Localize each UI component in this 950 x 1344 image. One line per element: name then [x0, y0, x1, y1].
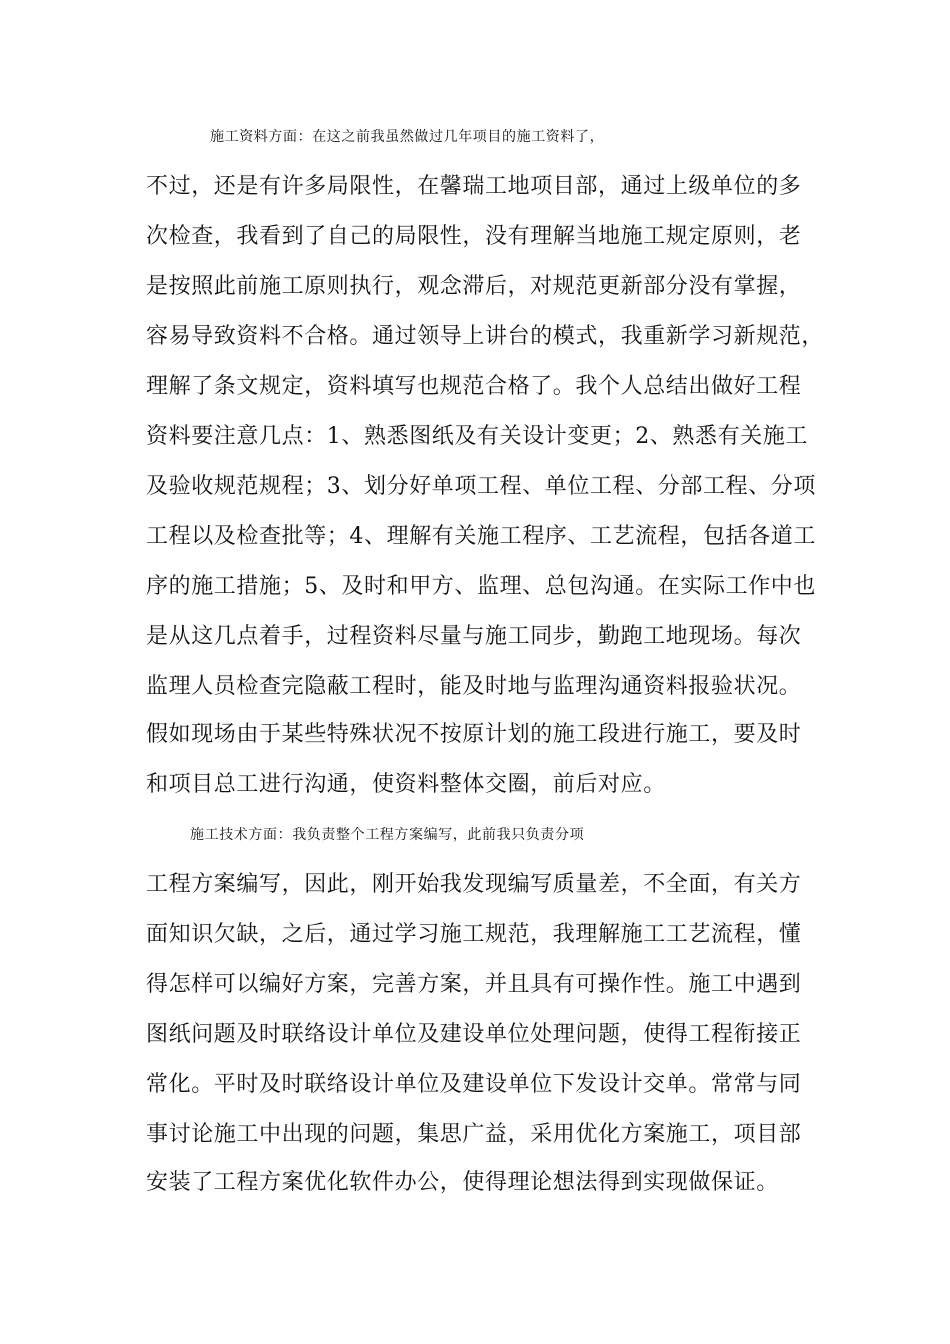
paragraph-line: 容易导致资料不合格。通过领导上讲台的模式，我重新学习新规范， — [146, 324, 825, 349]
paragraph-line: 和项目总工进行沟通，使资料整体交圈，前后对应。 — [146, 772, 666, 797]
paragraph-line: 理解了条文规定，资料填写也规范合格了。我个人总结出做好工程 — [146, 374, 802, 399]
paragraph-line: 图纸问题及时联络设计单位及建设单位处理问题，使得工程衔接正 — [146, 1022, 802, 1047]
paragraph-line: 安装了工程方案优化软件办公，使得理论想法得到实现做保证。 — [146, 1170, 779, 1195]
paragraph-line: 监理人员检查完隐蔽工程时，能及时地与监理沟通资料报验状况。 — [146, 674, 802, 699]
paragraph-line: 施工技术方面：我负责整个工程方案编写，此前我只负责分项 — [190, 827, 585, 843]
paragraph-line: 及验收规范规程；3、划分好单项工程、单位工程、分部工程、分项 — [146, 474, 816, 499]
paragraph-line: 序的施工措施；5、及时和甲方、监理、总包沟通。在实际工作中也 — [146, 574, 816, 599]
paragraph-line: 事讨论施工中出现的问题，集思广益，采用优化方案施工，项目部 — [146, 1122, 802, 1147]
paragraph-line: 是从这几点着手，过程资料尽量与施工同步，勤跑工地现场。每次 — [146, 624, 802, 649]
paragraph-line: 常化。平时及时联络设计单位及建设单位下发设计交单。常常与同 — [146, 1072, 802, 1097]
paragraph-line: 得怎样可以编好方案，完善方案，并且具有可操作性。施工中遇到 — [146, 972, 802, 997]
paragraph-line: 不过，还是有许多局限性，在馨瑞工地项目部，通过上级单位的多 — [146, 174, 802, 199]
paragraph-line: 工程以及检查批等；4、理解有关施工程序、工艺流程，包括各道工 — [146, 524, 816, 549]
paragraph-line: 施工资料方面：在这之前我虽然做过几年项目的施工资料了， — [210, 129, 605, 145]
paragraph-line: 面知识欠缺，之后，通过学习施工规范，我理解施工工艺流程，懂 — [146, 922, 802, 947]
paragraph-line: 假如现场由于某些特殊状况不按原计划的施工段进行施工，要及时 — [146, 722, 802, 747]
paragraph-line: 次检查，我看到了自己的局限性，没有理解当地施工规定原则，老 — [146, 224, 802, 249]
paragraph-line: 工程方案编写，因此，刚开始我发现编写质量差，不全面，有关方 — [146, 872, 802, 897]
paragraph-line: 资料要注意几点：1、熟悉图纸及有关设计变更；2、熟悉有关施工 — [146, 424, 808, 449]
paragraph-line: 是按照此前施工原则执行，观念滞后，对规范更新部分没有掌握， — [146, 274, 802, 299]
